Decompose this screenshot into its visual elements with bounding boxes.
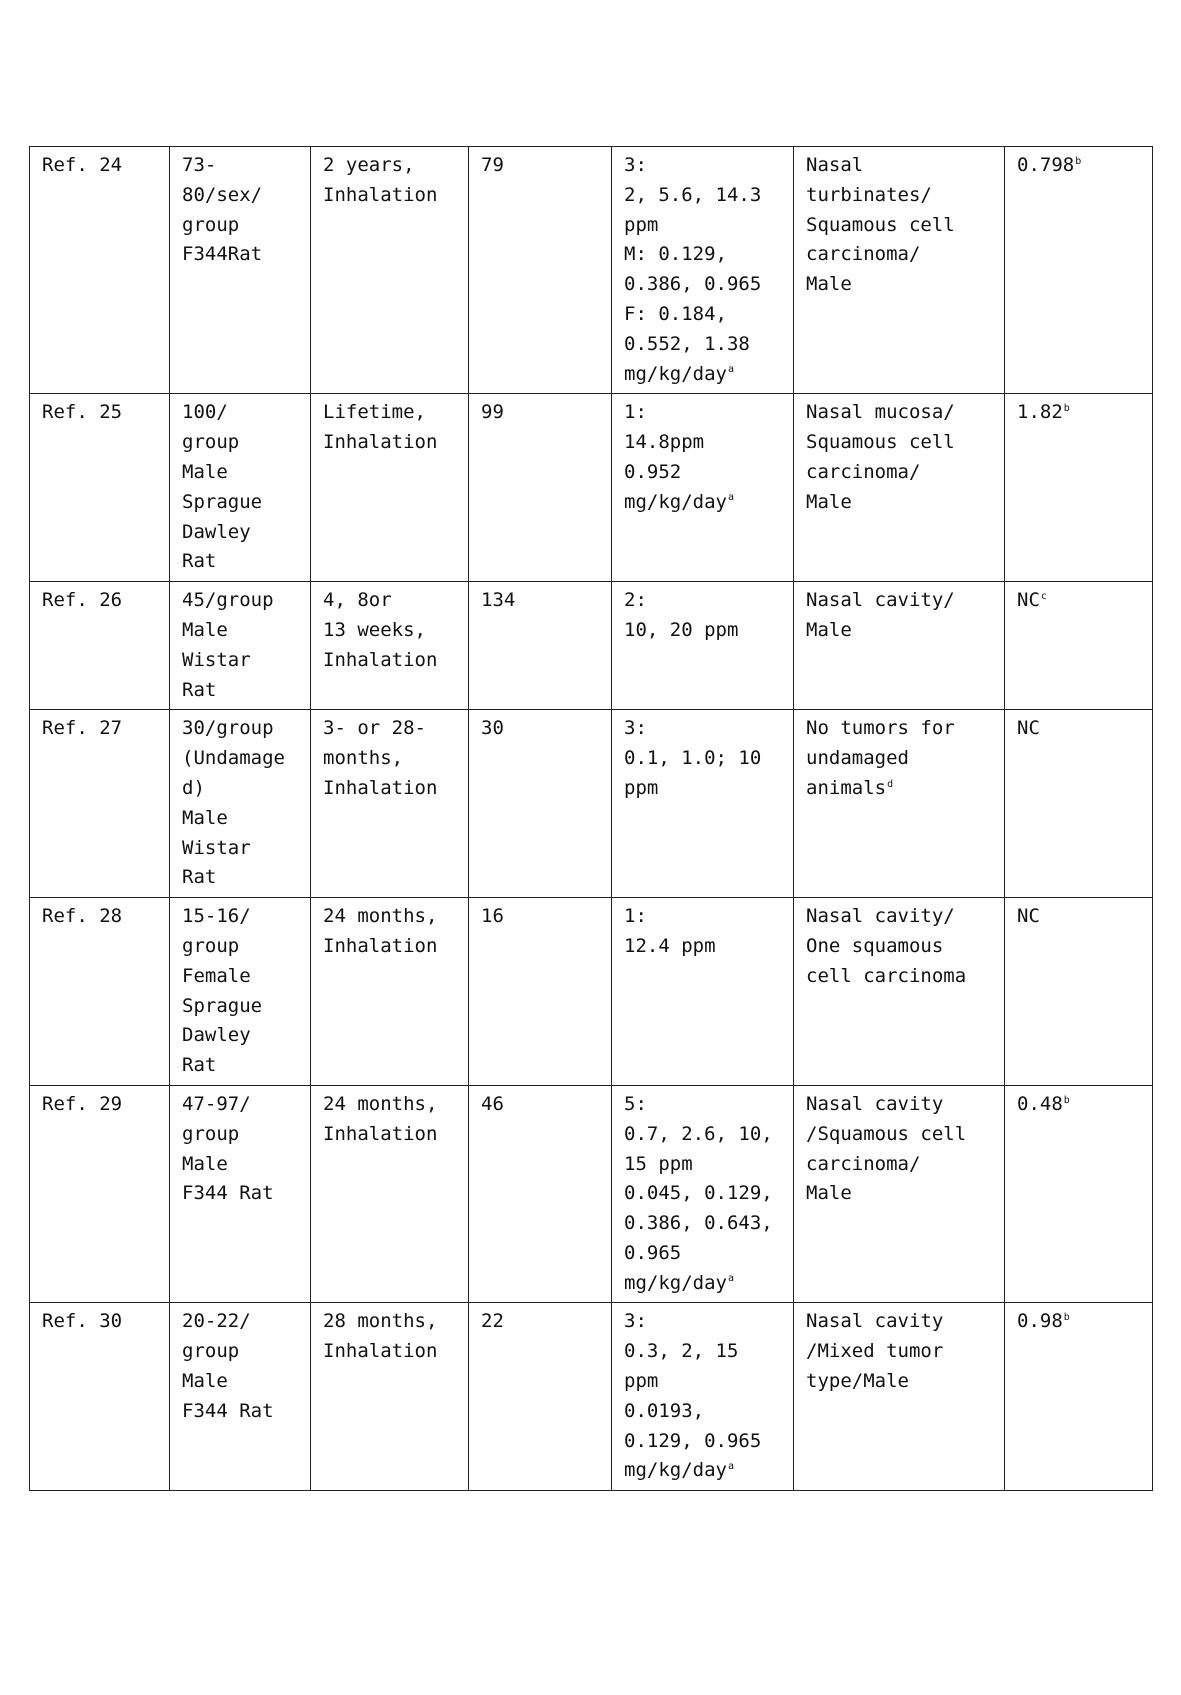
reference-cell [30,394,170,582]
duration-route-cell-text: 2 years, Inhalation [323,154,438,206]
table-row [30,394,1153,582]
tumor-site-cell-text: Nasal turbinates/ Squamous cell carcinoma/ Male [806,154,955,296]
tumor-site-cell [794,1303,1005,1491]
subjects-cell-text: 30/group (Undamage d) Male Wistar Rat [182,717,285,889]
subjects-cell [170,147,311,394]
dose-cell-text: 2: 10, 20 ppm [624,589,739,641]
subjects-cell-text: 45/group Male Wistar Rat [182,589,274,701]
dose-cell [612,394,794,582]
duration-route-cell-text: 24 months, Inhalation [323,905,438,957]
duration-route-cell [311,898,469,1086]
value-cell-text: 1.82 [1017,401,1063,424]
value-cell-text: NC [1017,905,1040,928]
footnote-marker: a [727,364,734,376]
value-cell-text: NC [1017,589,1040,612]
dose-cell-text: 1: 12.4 ppm [624,905,716,957]
duration-route-cell [311,394,469,582]
tumor-site-cell-text: Nasal cavity /Squamous cell carcinoma/ Male [806,1092,967,1205]
subjects-cell [170,582,311,710]
subjects-cell [170,1085,311,1303]
tumor-site-cell [794,1085,1005,1303]
value-cell-text: 0.798 [1017,154,1075,176]
table-row [30,147,1153,394]
reference-cell-text: Ref. 25 [42,401,123,424]
count-cell [469,147,612,394]
count-cell [469,710,612,898]
table-row [30,1085,1153,1303]
subjects-cell-text: 47-97/ group Male F344 Rat [182,1092,274,1205]
duration-route-cell [311,1085,469,1303]
value-cell-text: 0.98 [1017,1310,1063,1333]
count-cell [469,1303,612,1491]
footnote-marker: a [727,492,734,504]
duration-route-cell [311,1303,469,1491]
footnote-marker: c [1040,590,1047,602]
dose-cell [612,147,794,394]
count-cell-text: 99 [481,401,504,424]
footnote-marker: b [1063,403,1070,415]
reference-cell [30,147,170,394]
reference-cell-text: Ref. 28 [42,905,123,928]
tumor-site-cell-text: No tumors for undamaged animals [806,717,955,799]
tumor-site-cell-text: Nasal cavity/ One squamous cell carcinoma [806,905,967,987]
subjects-cell [170,1303,311,1491]
duration-route-cell-text: Lifetime, Inhalation [323,401,438,454]
dose-cell-text: 1: 14.8ppm 0.952 mg/kg/day [624,401,727,513]
duration-route-cell-text: 3- or 28- months, Inhalation [323,717,438,799]
tumor-site-cell [794,394,1005,582]
subjects-cell-text: 20-22/ group Male F344 Rat [182,1310,274,1422]
reference-cell [30,1303,170,1491]
subjects-cell [170,710,311,898]
footnote-marker: a [727,1461,734,1473]
count-cell [469,1085,612,1303]
count-cell-text: 16 [481,905,504,928]
count-cell [469,582,612,710]
subjects-cell-text: 73- 80/sex/ group F344Rat [182,154,263,266]
footnote-marker: b [1063,1312,1070,1324]
count-cell-text: 30 [481,717,504,740]
reference-cell-text: Ref. 24 [42,154,123,176]
count-cell-text: 79 [481,154,504,176]
value-cell [1005,147,1153,394]
footnote-marker: a [727,1273,734,1285]
duration-route-cell-text: 28 months, Inhalation [323,1310,438,1363]
value-cell [1005,394,1153,582]
reference-cell-text: Ref. 29 [42,1092,123,1115]
dose-cell [612,1085,794,1303]
subjects-cell-text: 100/ group Male Sprague Dawley Rat [182,401,263,573]
tumor-site-cell [794,898,1005,1086]
dose-cell-text: 3: 2, 5.6, 14.3 ppm M: 0.129, 0.386, 0.965 F: 0.184, 0.552, 1.38 mg/kg/day [624,154,762,385]
reference-cell-text: Ref. 27 [42,717,123,740]
reference-cell [30,898,170,1086]
subjects-cell [170,898,311,1086]
dose-cell [612,1303,794,1491]
tumor-site-cell [794,710,1005,898]
count-cell [469,394,612,582]
count-cell-text: 46 [481,1092,504,1115]
subjects-cell [170,394,311,582]
duration-route-cell [311,582,469,710]
dose-cell [612,582,794,710]
data-table [29,146,1153,1491]
tumor-site-cell-text: Nasal cavity/ Male [806,589,955,641]
count-cell-text: 134 [481,589,516,612]
dose-cell [612,898,794,1086]
reference-cell [30,1085,170,1303]
dose-cell-text: 3: 0.1, 1.0; 10 ppm [624,717,762,799]
dose-cell-text: 3: 0.3, 2, 15 ppm 0.0193, 0.129, 0.965 mg/kg/day [624,1310,762,1482]
duration-route-cell [311,710,469,898]
subjects-cell-text: 15-16/ group Female Sprague Dawley Rat [182,905,263,1077]
value-cell [1005,1303,1153,1491]
tumor-site-cell-text: Nasal cavity /Mixed tumor type/Male [806,1310,944,1393]
reference-cell [30,710,170,898]
duration-route-cell-text: 4, 8or 13 weeks, Inhalation [323,589,438,671]
tumor-site-cell [794,582,1005,710]
value-cell [1005,710,1153,898]
value-cell-text: NC [1017,717,1040,740]
count-cell-text: 22 [481,1310,504,1333]
value-cell [1005,582,1153,710]
tumor-site-cell-text: Nasal mucosa/ Squamous cell carcinoma/ Male [806,401,955,513]
reference-cell-text: Ref. 30 [42,1310,123,1333]
reference-cell [30,582,170,710]
table-body [30,147,1153,1491]
duration-route-cell-text: 24 months, Inhalation [323,1092,438,1145]
footnote-marker: b [1075,155,1082,167]
table-row [30,582,1153,710]
footnote-marker: b [1063,1094,1070,1106]
table-row [30,898,1153,1086]
value-cell [1005,898,1153,1086]
table-row [30,1303,1153,1491]
tumor-site-cell [794,147,1005,394]
footnote-marker: d [887,778,894,790]
duration-route-cell [311,147,469,394]
dose-cell-text: 5: 0.7, 2.6, 10, 15 ppm 0.045, 0.129, 0.386, 0.643, 0.965 mg/kg/day [624,1092,773,1294]
reference-cell-text: Ref. 26 [42,589,123,612]
count-cell [469,898,612,1086]
value-cell-text: 0.48 [1017,1092,1063,1115]
value-cell [1005,1085,1153,1303]
dose-cell [612,710,794,898]
table-row [30,710,1153,898]
